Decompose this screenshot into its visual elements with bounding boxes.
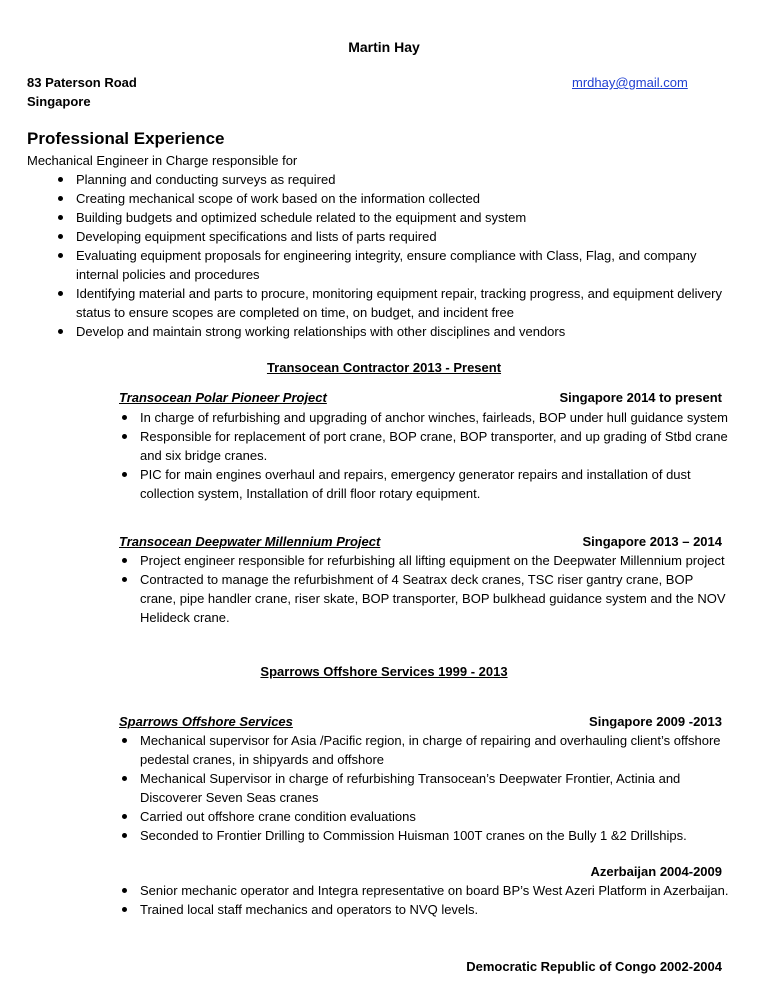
list-item: PIC for main engines overhaul and repairs, emergency generator repairs and installation of dust collection system, Installation of drill floor rotary equipment.: [140, 465, 730, 503]
address: [27, 73, 137, 111]
bullet-icon: [122, 434, 127, 439]
location-congo: Democratic Republic of Congo 2002-2004: [466, 959, 722, 974]
bullet-icon: [122, 814, 127, 819]
project-items-polar-pioneer: [140, 408, 730, 503]
project-items-sparrows: [140, 731, 730, 845]
list-item: Project engineer responsible for refurbishing all lifting equipment on the Deepwater Millennium project: [140, 551, 730, 570]
employer-title-transocean: Transocean Contractor 2013 - Present: [266, 360, 502, 375]
bullet-icon: [122, 776, 127, 781]
bullet-icon: [58, 196, 63, 201]
bullet-icon: [122, 888, 127, 893]
experience-intro: Mechanical Engineer in Charge responsible for: [27, 153, 298, 168]
list-item: Creating mechanical scope of work based on the information collected: [76, 189, 736, 208]
bullet-icon: [58, 234, 63, 239]
list-item: Building budgets and optimized schedule related to the equipment and system: [76, 208, 736, 227]
address-line-1: 83 Paterson Road: [27, 75, 137, 90]
bullet-icon: [122, 415, 127, 420]
bullet-icon: [122, 472, 127, 477]
list-item: Identifying material and parts to procure, monitoring equipment repair, tracking progress, and equipment delivery status to ensure scopes are completed on time, on budget, and incident free: [76, 284, 736, 322]
email-link[interactable]: mrdhay@gmail.com: [572, 75, 688, 90]
list-item: Trained local staff mechanics and operators to NVQ levels.: [140, 900, 730, 919]
project-title-polar-pioneer: Transocean Polar Pioneer Project: [119, 390, 327, 405]
location-azerbaijan: Azerbaijan 2004-2009: [590, 864, 722, 879]
list-item: Mechanical Supervisor in charge of refurbishing Transocean’s Deepwater Frontier, Actinia and Discoverer Seven Seas cranes: [140, 769, 730, 807]
bullet-icon: [58, 329, 63, 334]
bullet-icon: [122, 558, 127, 563]
list-item: In charge of refurbishing and upgrading of anchor winches, fairleads, BOP under hull guidance system: [140, 408, 730, 427]
list-item: Senior mechanic operator and Integra representative on board BP’s West Azeri Platform in Azerbaijan.: [140, 881, 730, 900]
list-item: Planning and conducting surveys as required: [76, 170, 736, 189]
list-item: Contracted to manage the refurbishment of 4 Seatrax deck cranes, TSC riser gantry crane, BOP crane, pipe handler crane, riser skate, BOP transporter, BOP bulkhead guidance system and the NOV Helideck crane.: [140, 570, 730, 627]
list-item: Responsible for replacement of port crane, BOP crane, BOP transporter, and up grading of Stbd crane and six bridge cranes.: [140, 427, 730, 465]
bullet-icon: [58, 291, 63, 296]
list-item: Develop and maintain strong working relationships with other disciplines and vendors: [76, 322, 736, 341]
list-item: Seconded to Frontier Drilling to Commission Huisman 100T cranes on the Bully 1 &2 Drillships.: [140, 826, 730, 845]
section-heading-experience: Professional Experience: [27, 129, 225, 148]
project-location-deepwater-millennium: Singapore 2013 – 2014: [582, 534, 722, 549]
project-items-deepwater-millennium: [140, 551, 730, 627]
bullet-icon: [58, 253, 63, 258]
project-title-deepwater-millennium: Transocean Deepwater Millennium Project: [119, 534, 381, 549]
project-location-sparrows: Singapore 2009 -2013: [589, 714, 722, 729]
bullet-icon: [58, 177, 63, 182]
items-azerbaijan: [140, 881, 730, 919]
project-location-polar-pioneer: Singapore 2014 to present: [559, 390, 722, 405]
address-line-2: Singapore: [27, 94, 91, 109]
employer-title-sparrows: Sparrows Offshore Services 1999 - 2013: [260, 664, 508, 679]
bullet-icon: [122, 577, 127, 582]
bullet-icon: [122, 738, 127, 743]
list-item: Mechanical supervisor for Asia /Pacific region, in charge of repairing and overhauling client’s offshore pedestal cranes, in shipyards and offshore: [140, 731, 730, 769]
list-item: Developing equipment specifications and lists of parts required: [76, 227, 736, 246]
responsibilities-list: [76, 170, 736, 341]
candidate-name: Martin Hay: [348, 39, 420, 55]
list-item: Carried out offshore crane condition evaluations: [140, 807, 730, 826]
list-item: Evaluating equipment proposals for engineering integrity, ensure compliance with Class, Flag, and company internal policies and procedures: [76, 246, 736, 284]
project-title-sparrows: Sparrows Offshore Services: [119, 714, 293, 729]
bullet-icon: [122, 907, 127, 912]
bullet-icon: [58, 215, 63, 220]
bullet-icon: [122, 833, 127, 838]
